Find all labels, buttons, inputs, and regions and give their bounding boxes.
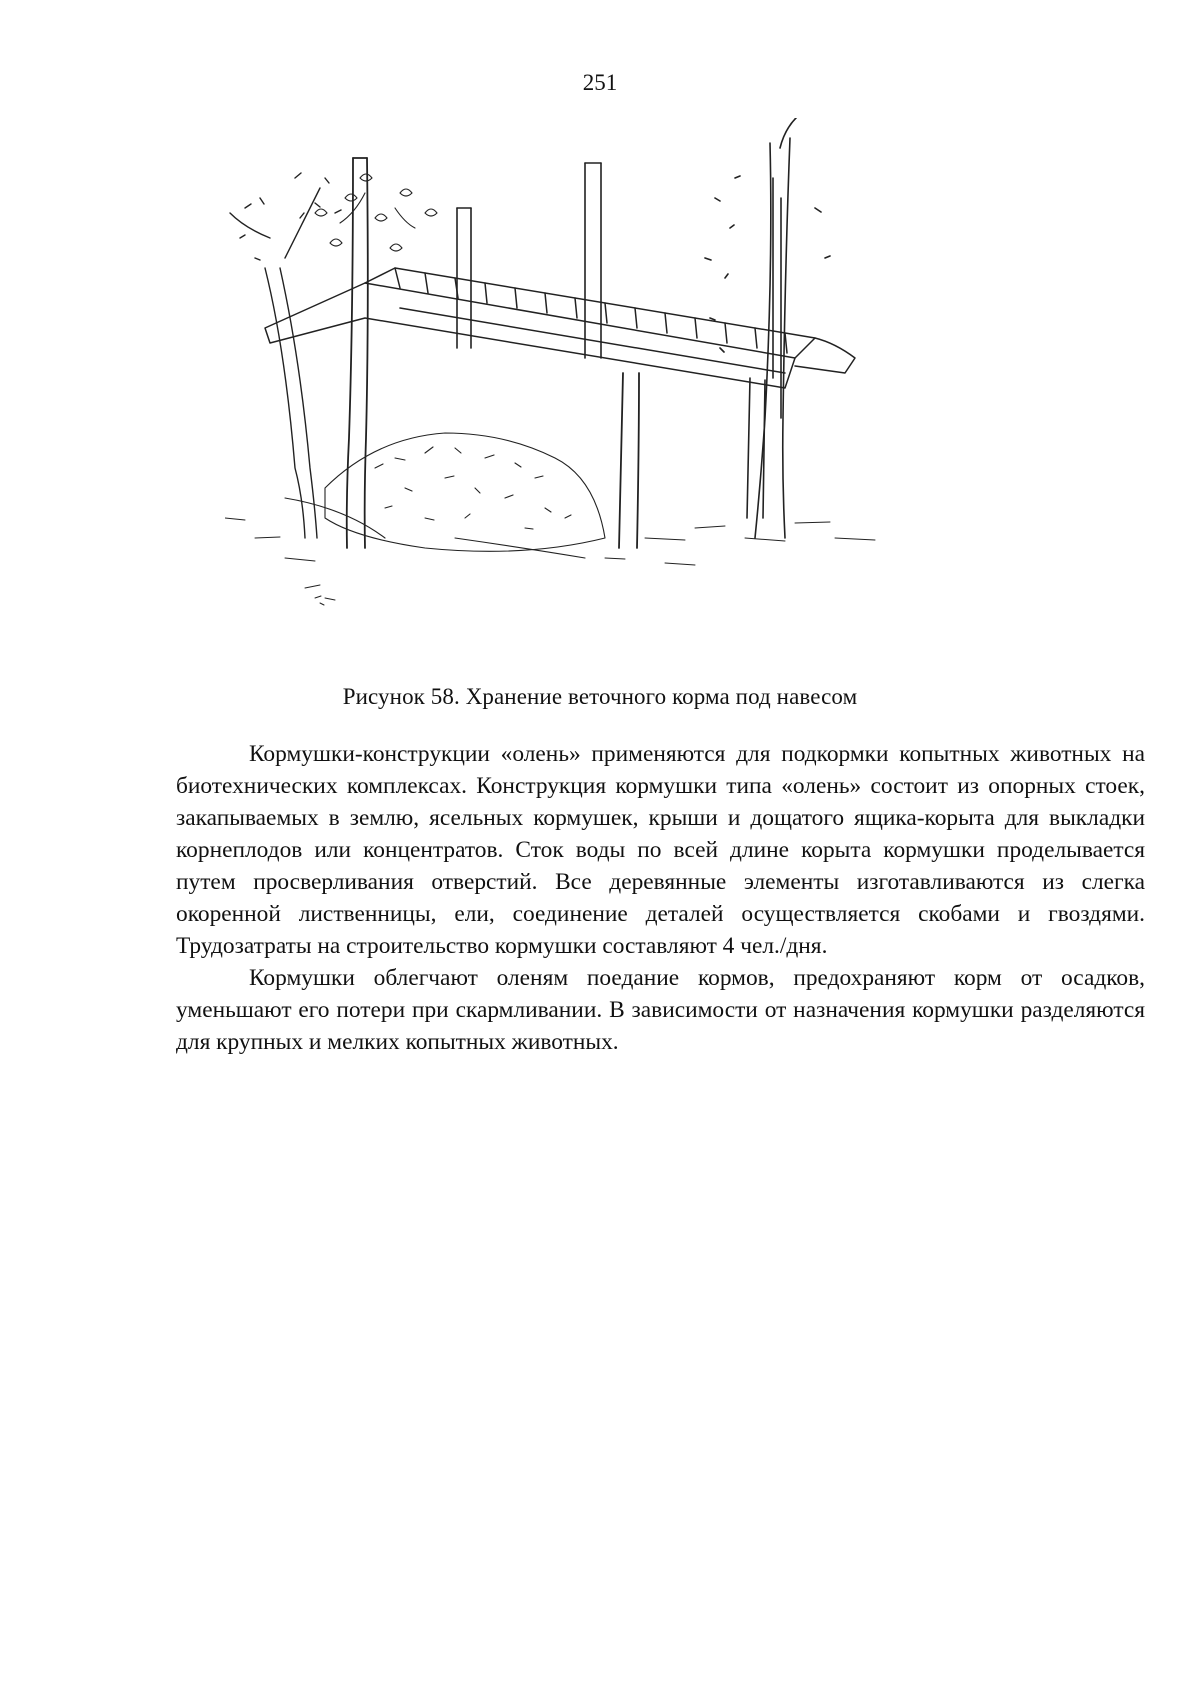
paragraph: Кормушки-конструкции «олень» применяются для подкормки копытных животных на биотехнических комплексах. Конструкция кормушки типа «олень» состоит из опорных стоек, закапываемых в землю, ясельных кормушек, крыши и дощатого ящика-корыта для выкладки корнеплодов или концентратов. Сток воды по всей длине корыта кормушки проделывается путем просверливания отверстий. Все деревянные элементы изготавливаются из слегка окоренной лиственницы, ели, соединение деталей осуществляется скобами и гвоздями. Трудозатраты на строительство кормушки составляют 4 чел./дня. <box>176 741 1145 959</box>
post-front-right <box>619 373 639 548</box>
tree-left <box>230 173 341 538</box>
ground <box>225 518 875 605</box>
post-front-left <box>347 158 368 548</box>
figure-caption: Рисунок 58. Хранение веточного корма под навесом <box>342 684 858 709</box>
hay-pile <box>285 433 605 558</box>
shelter-illustration <box>225 118 905 663</box>
post-back <box>457 163 601 358</box>
tree-right <box>705 118 830 538</box>
roof <box>265 268 855 388</box>
body-text <box>176 738 1145 1058</box>
paragraph: Кормушки облегчают оленям поедание кормов, предохраняют корм от осадков, уменьшают его потери при скармливании. В зависимости от назначения кормушки разделяются для крупных и мелких копытных животных. <box>176 965 1145 1055</box>
leaves-cluster <box>315 174 437 251</box>
page-number: 251 <box>582 70 618 95</box>
